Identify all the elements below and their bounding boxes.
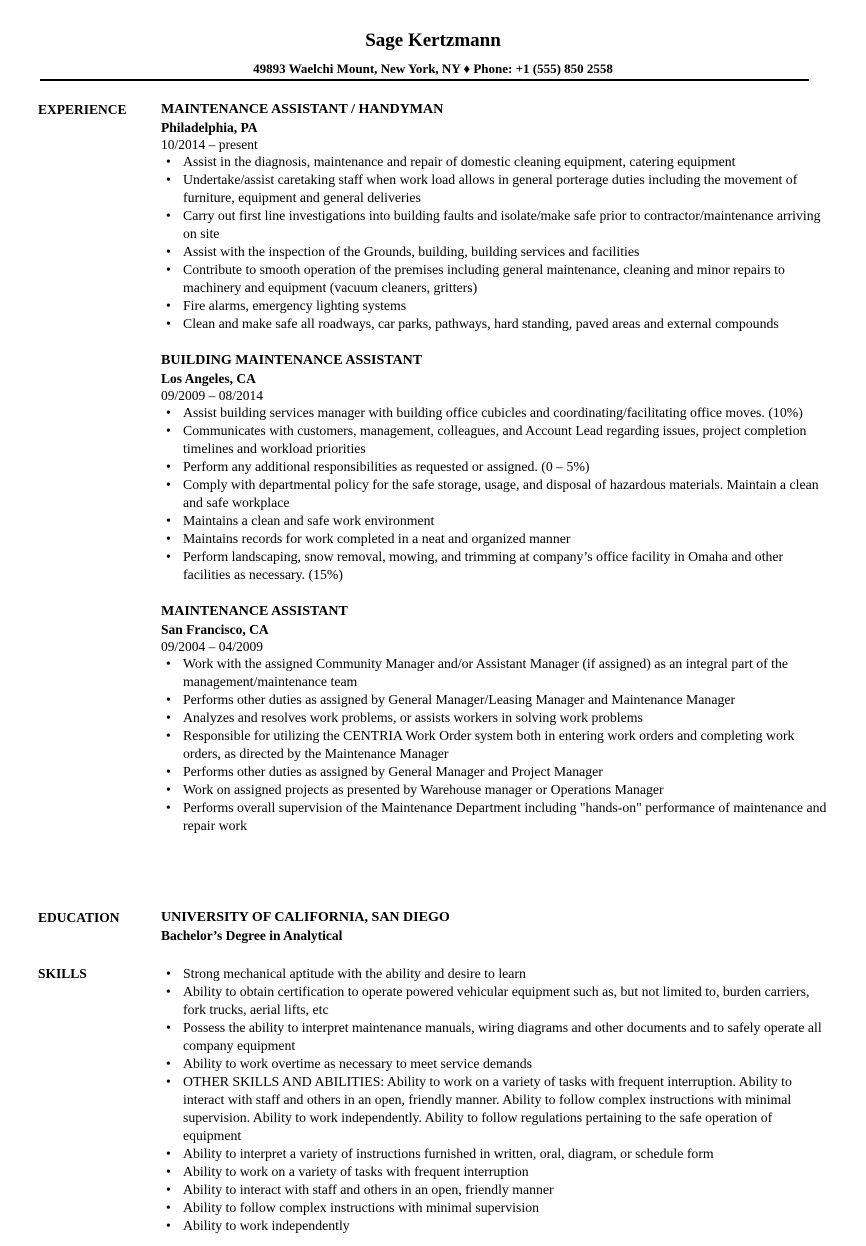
- skill-item: • Ability to work overtime as necessary to meet service demands: [161, 1055, 828, 1073]
- job-dates: 10/2014 – present: [161, 137, 258, 152]
- job-entry: [161, 352, 828, 584]
- skill-item: • OTHER SKILLS AND ABILITIES: Ability to work on a variety of tasks with frequent interruption. Ability to interact with staff and others in an open, friendly manner. Ability to follow complex instructions with minimal supervision. Ability to work independently. Ability to follow regulations pertaining to the safe operation of equipment: [161, 1073, 828, 1145]
- job-bullet: • Contribute to smooth operation of the premises including general maintenance, cleaning and minor repairs to machinery and equipment (vacuum cleaners, gritters): [161, 261, 828, 297]
- job-bullet-list: [161, 655, 828, 835]
- job-bullet: • Communicates with customers, management, colleagues, and Account Lead regarding issues, project completion timelines and workload priorities: [161, 422, 828, 458]
- job-bullet: • Performs overall supervision of the Maintenance Department including "hands-on" performance of maintenance and repair work: [161, 799, 828, 835]
- job-title: BUILDING MAINTENANCE ASSISTANT: [161, 353, 423, 368]
- job-bullet: • Maintains a clean and safe work environment: [161, 512, 828, 530]
- job-location: Philadelphia, PA: [161, 120, 258, 135]
- skill-item: • Possess the ability to interpret maintenance manuals, wiring diagrams and other documents and to safely operate all company equipment: [161, 1019, 828, 1055]
- job-bullet: • Performs other duties as assigned by General Manager and Project Manager: [161, 763, 828, 781]
- job-location: San Francisco, CA: [161, 622, 269, 637]
- skills-list: [161, 965, 828, 1235]
- job-bullet: • Maintains records for work completed in a neat and organized manner: [161, 530, 828, 548]
- job-title: MAINTENANCE ASSISTANT: [161, 604, 348, 619]
- job-bullet: • Carry out first line investigations into building faults and isolate/make safe prior to contractor/maintenance arriving on site: [161, 207, 828, 243]
- job-bullet: • Assist in the diagnosis, maintenance and repair of domestic cleaning equipment, catering equipment: [161, 153, 828, 171]
- skill-item: • Ability to interpret a variety of instructions furnished in written, oral, diagram, or schedule form: [161, 1145, 828, 1163]
- job-bullet-list: [161, 404, 828, 584]
- job-bullet-list: [161, 153, 828, 333]
- skills-section: [38, 965, 828, 1235]
- job-location: Los Angeles, CA: [161, 371, 256, 386]
- job-bullet: • Performs other duties as assigned by General Manager/Leasing Manager and Maintenance Manager: [161, 691, 828, 709]
- job-bullet: • Undertake/assist caretaking staff when work load allows in general porterage duties including the movement of furniture, equipment and general deliveries: [161, 171, 828, 207]
- skill-item: • Ability to work on a variety of tasks with frequent interruption: [161, 1163, 828, 1181]
- resume-header: [0, 0, 866, 77]
- contact-line: 49893 Waelchi Mount, New York, NY ♦ Phone: +1 (555) 850 2558: [253, 61, 613, 76]
- job-entry: [161, 101, 828, 333]
- job-bullet: • Work on assigned projects as presented by Warehouse manager or Operations Manager: [161, 781, 828, 799]
- job-title: MAINTENANCE ASSISTANT / HANDYMAN: [161, 102, 444, 117]
- job-bullet: • Perform any additional responsibilities as requested or assigned. (0 – 5%): [161, 458, 828, 476]
- job-dates: 09/2009 – 08/2014: [161, 388, 264, 403]
- job-bullet: • Perform landscaping, snow removal, mowing, and trimming at company’s office facility in Omaha and other facilities as necessary. (15%): [161, 548, 828, 584]
- job-bullet: • Clean and make safe all roadways, car parks, pathways, hard standing, paved areas and external compounds: [161, 315, 828, 333]
- experience-section: [38, 101, 828, 854]
- job-entry: [161, 603, 828, 835]
- job-bullet: • Fire alarms, emergency lighting systems: [161, 297, 828, 315]
- degree: Bachelor’s Degree in Analytical: [161, 928, 343, 943]
- candidate-name: Sage Kertzmann: [365, 30, 501, 51]
- job-bullet: • Assist building services manager with building office cubicles and coordinating/facilitating office moves. (10%): [161, 404, 828, 422]
- skill-item: • Ability to interact with staff and others in an open, friendly manner: [161, 1181, 828, 1199]
- job-bullet: • Assist with the inspection of the Grounds, building, building services and facilities: [161, 243, 828, 261]
- skill-item: • Ability to work independently: [161, 1217, 828, 1235]
- job-bullet: • Responsible for utilizing the CENTRIA Work Order system both in entering work orders and completing work orders, as directed by the Maintenance Manager: [161, 727, 828, 763]
- job-dates: 09/2004 – 04/2009: [161, 639, 264, 654]
- job-bullet: • Comply with departmental policy for the safe storage, usage, and disposal of hazardous materials. Maintain a clean and safe workplace: [161, 476, 828, 512]
- section-label-education: EDUCATION: [38, 910, 120, 925]
- skill-item: • Ability to follow complex instructions with minimal supervision: [161, 1199, 828, 1217]
- header-divider: [40, 79, 809, 81]
- education-section: [38, 909, 828, 944]
- section-label-experience: EXPERIENCE: [38, 102, 127, 117]
- job-bullet: • Analyzes and resolves work problems, or assists workers in solving work problems: [161, 709, 828, 727]
- skill-item: • Strong mechanical aptitude with the ability and desire to learn: [161, 965, 828, 983]
- school-name: UNIVERSITY OF CALIFORNIA, SAN DIEGO: [161, 910, 450, 925]
- skill-item: • Ability to obtain certification to operate powered vehicular equipment such as, but not limited to, burden carriers, fork trucks, aerial lifts, etc: [161, 983, 828, 1019]
- job-bullet: • Work with the assigned Community Manager and/or Assistant Manager (if assigned) as an integral part of the management/maintenance team: [161, 655, 828, 691]
- section-label-skills: SKILLS: [38, 966, 87, 981]
